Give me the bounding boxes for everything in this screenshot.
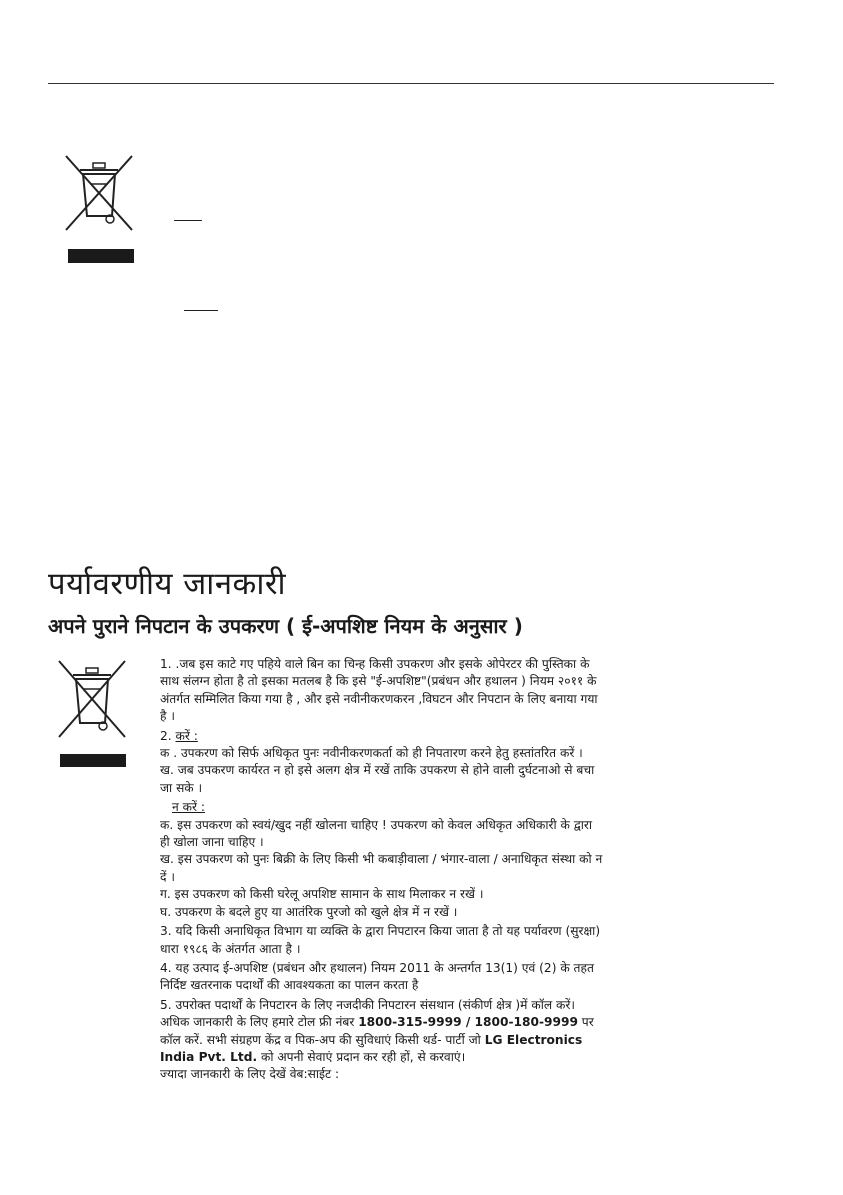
donts-item-a: क. इस उपकरण को स्वयं/खुद नहीं खोलना चाहिए ! उपकरण को केवल अधिकृत अधिकारी के द्वारा ही खोला जाना चाहिए ।: [160, 817, 593, 850]
paragraph-5-start: 5. उपरोक्त पदार्थों के निपटारन के लिए नजदीकी निपटारन संसथान (संकीर्ण क्षेत्र )में कॉल करें। अधिक जानकारी के लिए हमारे टोल फ्री नंबर: [160, 997, 575, 1030]
company-name: LG Electronics India Pvt. Ltd.: [160, 1032, 583, 1064]
dos-item-b: ख. जब उपकरण कार्यरत न हो इसे अलग क्षेत्र में रखें ताकि उपकरण से होने वाली दुर्घटनाओ से बचा जा सके ।: [160, 763, 595, 795]
dos-number: 2.: [160, 728, 172, 743]
dos-heading: करें :: [175, 728, 198, 743]
paragraph-5-mid: पर कॉल करें. सभी संग्रहण केंद्र व पिक-अप की सुविधाएं किसी थर्ड- पार्टी जो: [160, 1015, 594, 1047]
toll-free-numbers: 1800-315-9999 / 1800-180-9999: [358, 1015, 578, 1030]
donts-item-c: ग. इस उपकरण को किसी घरेलू अपशिष्ट सामान के साथ मिलाकर न रखें ।: [160, 887, 484, 902]
symbol-underbar: [60, 754, 126, 767]
donts-item-d: घ. उपकरण के बदले हुए या आतंरिक पुरजो को खुले क्षेत्र में न रखें ।: [160, 904, 458, 919]
donts-item-b: ख. इस उपकरण को पुनः बिक्री के लिए किसी भी कबाड़ीवाला / भंगार-वाला / अनाधिकृत संस्था को न दें ।: [160, 852, 603, 884]
disposal-instructions: [160, 656, 605, 1084]
donts-heading: न करें :: [172, 800, 205, 815]
donts-heading-line: [160, 799, 605, 816]
section-title: पर्यावरणीय जानकारी: [48, 566, 287, 602]
top-divider: [48, 83, 774, 84]
paragraph-4: 4. यह उत्पाद ई-अपशिष्ट (प्रबंधन और हथालन) नियम 2011 के अन्तर्गत 13(1) एवं (2) के तहत निर्दिष्ट खतरनाक पदार्थों की आवश्यकता का पालन करता है: [160, 960, 594, 993]
underline-mark: [174, 220, 202, 221]
section-subtitle: अपने पुराने निपटान के उपकरण ( ई-अपशिष्ट नियम के अनुसार ): [48, 614, 523, 638]
crossed-out-wheelie-bin-icon: [56, 657, 128, 741]
paragraph-1: 1. .जब इस काटे गए पहिये वाले बिन का चिन्ह किसी उपकरण और इसके ओपेरटर की पुस्तिका के साथ संलग्न होता है तो इसका मतलब है कि इसे "ई-अपशिष्ट"(प्रबंधन और हथालन ) नियम २०११ के अंतर्गत सम्मिलित किया गया है , और इसे नवीनीकरणकरन ,विघटन और निपटान के लिए बनाया गया है ।: [160, 657, 598, 724]
paragraph-5-end: को अपनी सेवाएं प्रदान कर रही हों, से करवाएं।: [257, 1049, 466, 1064]
paragraph-5: [160, 997, 605, 1067]
dos-item-a: क . उपकरण को सिर्फ अधिकृत पुनः नवीनीकरणकर्ता को ही निपतारण करने हेतु हस्तांतरित करें ।: [160, 746, 583, 761]
underline-mark: [184, 310, 218, 311]
symbol-underbar: [68, 249, 134, 263]
paragraph-3: 3. यदि किसी अनाधिकृत विभाग या व्यक्ति के द्वारा निपटारन किया जाता है तो यह पर्यावरण (सुरक्षा) धारा १९८६ के अंतर्गत आता है ।: [160, 924, 601, 956]
dos-heading-line: [160, 728, 605, 745]
crossed-out-wheelie-bin-icon: [63, 152, 135, 234]
website-line: ज्यादा जानकारी के लिए देखें वेब:साईट :: [160, 1067, 340, 1082]
